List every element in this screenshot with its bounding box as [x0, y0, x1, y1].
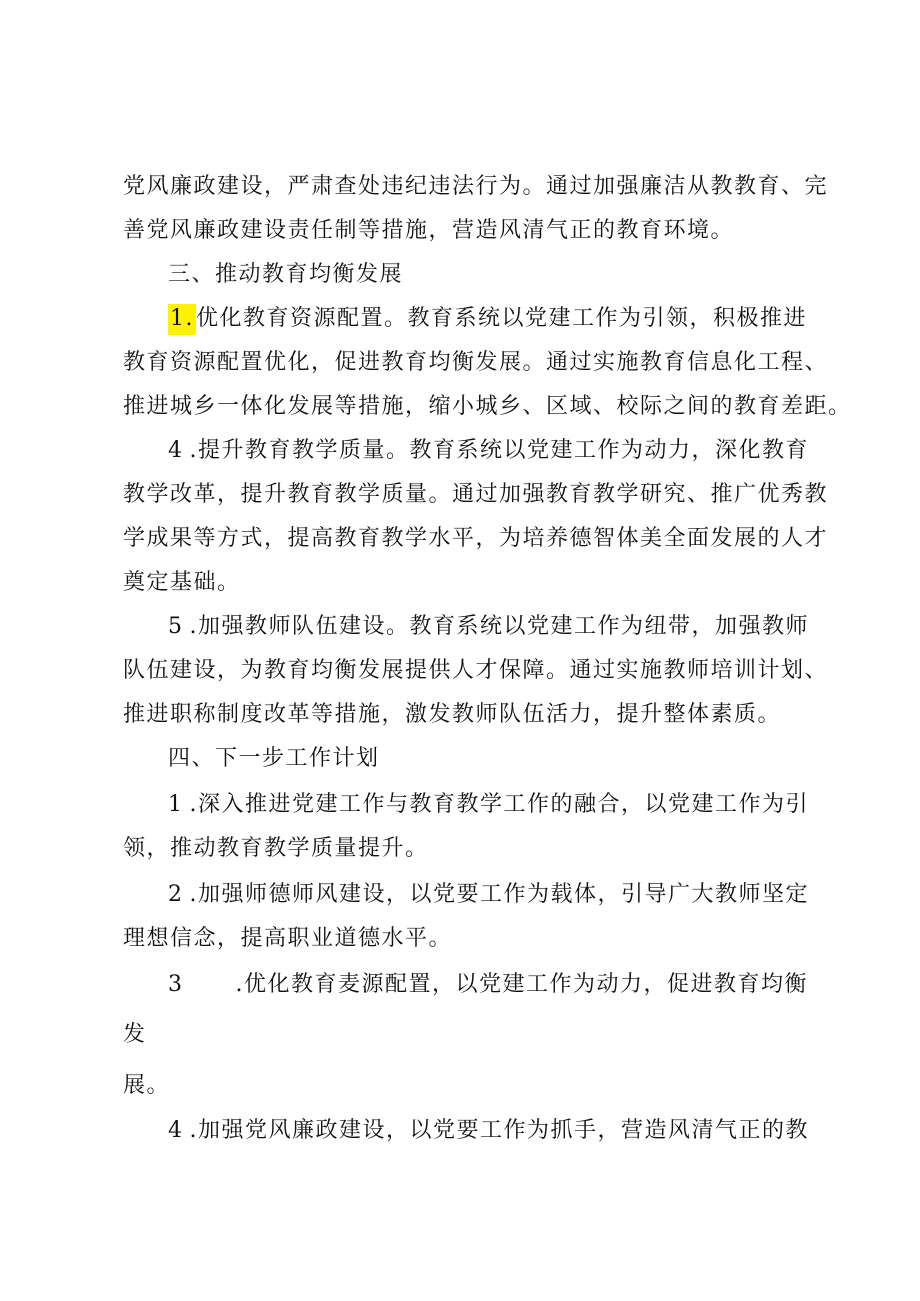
- text-line: 推进职称制度改革等措施，激发教师队伍活力，提升整体素质。: [123, 702, 782, 727]
- text-line: 学成果等方式，提高教育教学水平，为培养德智体美全面发展的人才: [123, 526, 829, 551]
- paragraph-first-line: [168, 304, 807, 334]
- paragraph-text: .优化教育麦源配置，以党建工作为动力，促进教育均衡: [235, 972, 808, 997]
- paragraph-text: .提升教育教学质量。教育系统以党建工作为动力，深化教育: [189, 438, 809, 463]
- text-line: 队伍建设，为教育均衡发展提供人才保障。通过实施教师培训计划、: [123, 658, 829, 683]
- paragraph-text: .加强教师队伍建设。教育系统以党建工作为纽带，加强教师: [189, 614, 809, 639]
- list-number: 3: [168, 972, 184, 997]
- paragraph-text: .加强师德师风建设，以党要工作为载体，引导广大教师坚定: [189, 882, 809, 907]
- paragraph-first-line: [168, 970, 808, 1000]
- paragraph-text: .加强党风廉政建设，以党要工作为抓手，营造风清气正的教: [189, 1118, 809, 1143]
- paragraph-first-line: [168, 1116, 809, 1146]
- list-number: 2: [168, 882, 184, 907]
- paragraph-first-line: [168, 880, 809, 910]
- paragraph-first-line: [168, 790, 809, 820]
- text-line: 教育资源配置优化，促进教育均衡发展。通过实施教育信息化工程、: [123, 350, 829, 375]
- text-line: 理想信念，提高职业道德水平。: [123, 926, 453, 951]
- paragraph-text: 优化教育资源配置。教育系统以党建工作为引领，积极推进: [196, 306, 808, 331]
- list-number: 4: [168, 438, 184, 463]
- text-line: 教学改革，提升教育教学质量。通过加强教育教学研究、推广优秀教: [123, 482, 829, 507]
- list-number: 4: [168, 1118, 184, 1143]
- text-line: 展。: [123, 1073, 171, 1098]
- highlighted-number: 1.: [168, 304, 196, 335]
- paragraph-text: .深入推进党建工作与教育教学工作的融合，以党建工作为引: [189, 792, 809, 817]
- text-line: 党风廉政建设，严肃查处违纪违法行为。通过加强廉洁从教教育、完: [123, 174, 829, 199]
- text-line: 奠定基础。: [123, 570, 241, 595]
- list-number: 5: [168, 614, 184, 639]
- text-line: 发: [123, 1022, 147, 1047]
- text-line: 善党风廉政建设责任制等措施，营造风清气正的教育环境。: [123, 218, 735, 243]
- paragraph-first-line: [168, 436, 809, 466]
- text-line: 领，推动教育教学质量提升。: [123, 836, 429, 861]
- section-heading: 三、推动教育均衡发展: [168, 262, 404, 287]
- section-heading: 四、下一步工作计划: [168, 746, 380, 771]
- paragraph-first-line: [168, 612, 809, 642]
- list-number: 1: [168, 792, 184, 817]
- text-line: 推进城乡一体化发展等措施，缩小城乡、区域、校际之间的教育差距。: [123, 394, 852, 419]
